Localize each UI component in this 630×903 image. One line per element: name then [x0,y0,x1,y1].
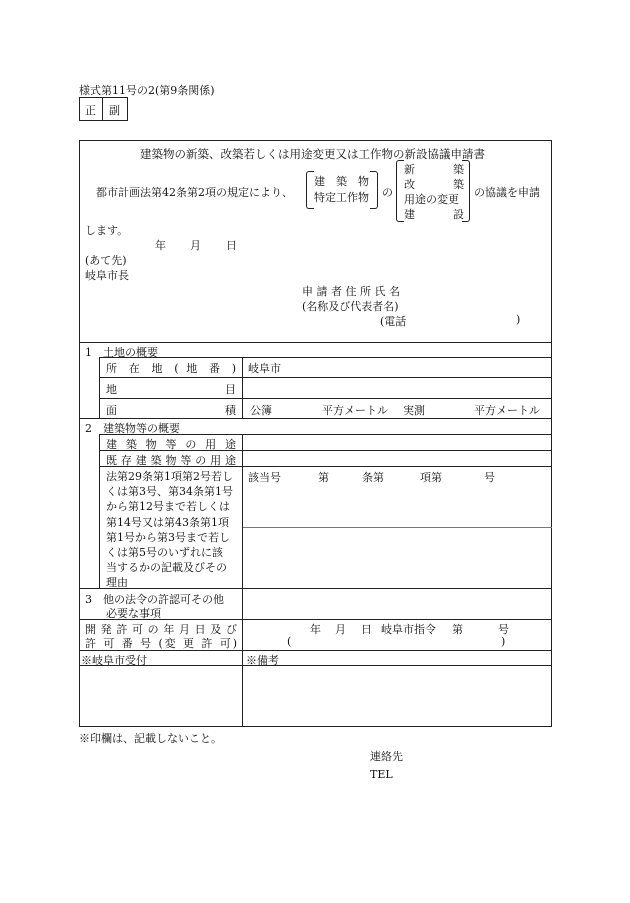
applicant-tel-open: (電話 [380,315,407,328]
section3-heading: 3 他の法令の許認可その他 [85,593,224,606]
rule-area [99,398,552,399]
article-label-line: 理由 [106,576,128,590]
intro-continuation: します。 [85,224,129,237]
permit-year: 年 [310,623,321,636]
action-rebuild-a: 改 [404,178,415,191]
permit-city-order: 岐阜市指令 [381,623,436,636]
area-unit-measured: 平方メートル [474,404,540,417]
article-label-line: 第14号又は第43条第1項 [106,515,229,529]
applicant-tel-close: ) [516,313,521,326]
footnote: ※印欄は、記載しないこと。 [79,732,222,745]
area-label-a: 面 [106,404,117,417]
location-label: 所 在 地 ( 地 番 ) [106,362,236,375]
area-label-b: 積 [225,404,236,417]
article-label-line: くは第5号のいずれに該 [106,546,223,560]
object-bracket-left [306,171,314,209]
copy-duplicate-label: 副 [109,104,120,117]
action-options [404,162,464,222]
action-bracket-right [462,160,470,222]
area-registered[interactable]: 公簿 [250,404,272,417]
location-value[interactable]: 岐阜市 [248,362,281,375]
article-label-line: 当するかの記載及びその [106,561,227,575]
rule-reception-header [79,665,552,666]
copy-indicator-box [79,97,128,121]
action-construct-b: 設 [453,208,464,221]
copy-box-divider [102,98,103,120]
intro-prefix: 都市計画法第42条第2項の規定により、 [96,186,293,199]
action-change-use-a: 用途の変更 [404,193,459,206]
existing-use-label: 既 存 建 築 物 等 の 用 途 [106,454,236,467]
rule-location [99,357,552,358]
action-new-b: 築 [453,163,464,176]
rule-article-inner [242,527,552,528]
section2-heading: 2 建築物等の概要 [85,422,180,435]
chimoku-label-a: 地 [106,383,117,396]
article-jou: 条第 [362,471,384,484]
form-number: 様式第11号の2(第9条関係) [79,84,215,97]
article-dai: 第 [318,471,329,484]
area-measured[interactable]: 実測 [403,404,425,417]
section3-subheading: 必要な事項 [106,607,161,620]
object-option-building: 建 築 物 [314,175,369,188]
addressee-name: 岐阜市長 [85,269,129,282]
action-bracket-left [396,160,404,222]
object-options [314,174,374,206]
rule-indent-section1 [99,357,100,418]
chimoku-label-b: 目 [225,383,236,396]
copy-original-label: 正 [85,104,96,117]
date-year: 年 [155,239,166,252]
applicant-name-label: 申 請 者 住 所 氏 名 [302,285,400,298]
permit-month: 月 [335,623,346,636]
rule-indent-section2 [99,434,100,588]
permit-dai: 第 [452,623,463,636]
action-rebuild-b: 築 [453,178,464,191]
article-kou: 項第 [420,471,442,484]
rule-value-column-1 [242,357,243,418]
article-applicable: 該当号 [248,471,281,484]
article-label-line: くは第3号、第34条第1号 [106,485,233,499]
applicant-org-label: (名称及び代表者名) [302,300,399,313]
article-label-line: から第12号まで若しくは [106,500,230,514]
permit-day: 日 [361,623,372,636]
action-construct-a: 建 [404,208,415,221]
article-label-line: 法第29条第1項第2号若し [106,470,233,483]
permit-label-line1: 開 発 許 可 の 年 月 日 及 び [85,623,237,636]
permit-paren-close: ) [501,635,506,648]
object-bracket-right [370,171,378,209]
article-label [106,469,240,591]
addressee-label: (あて先) [85,254,127,267]
reception-label: ※岐阜市受付 [81,654,147,667]
rule-upper-end [79,342,552,343]
date-day: 日 [226,239,237,252]
permit-label-line2: 許 可 番 号 (変 更 許 可) [85,637,237,650]
form-title: 建築物の新築、改築若しくは用途変更又は工作物の新設協議申請書 [140,147,485,161]
rule-value-column-2 [242,434,243,727]
object-option-structure: 特定工作物 [314,191,369,204]
rule-chimoku [99,377,552,378]
area-unit-registered: 平方メートル [322,404,388,417]
article-gou: 号 [484,471,495,484]
permit-gou: 号 [498,623,509,636]
rule-section1-end [79,418,552,419]
section1-heading: 1 土地の概要 [85,346,158,359]
article-label-line: 第1号から第3号まで若し [106,530,230,544]
intro-particle: の [382,186,393,199]
action-new-a: 新 [404,163,415,176]
permit-paren-open: ( [287,635,292,648]
use-label: 建 築 物 等 の 用 途 [106,438,236,451]
date-month: 月 [190,239,201,252]
remarks-label: ※備考 [246,654,279,667]
intro-suffix: の協議を申請 [474,186,540,199]
contact-tel: TEL [370,768,393,781]
contact-label: 連絡先 [370,750,403,763]
